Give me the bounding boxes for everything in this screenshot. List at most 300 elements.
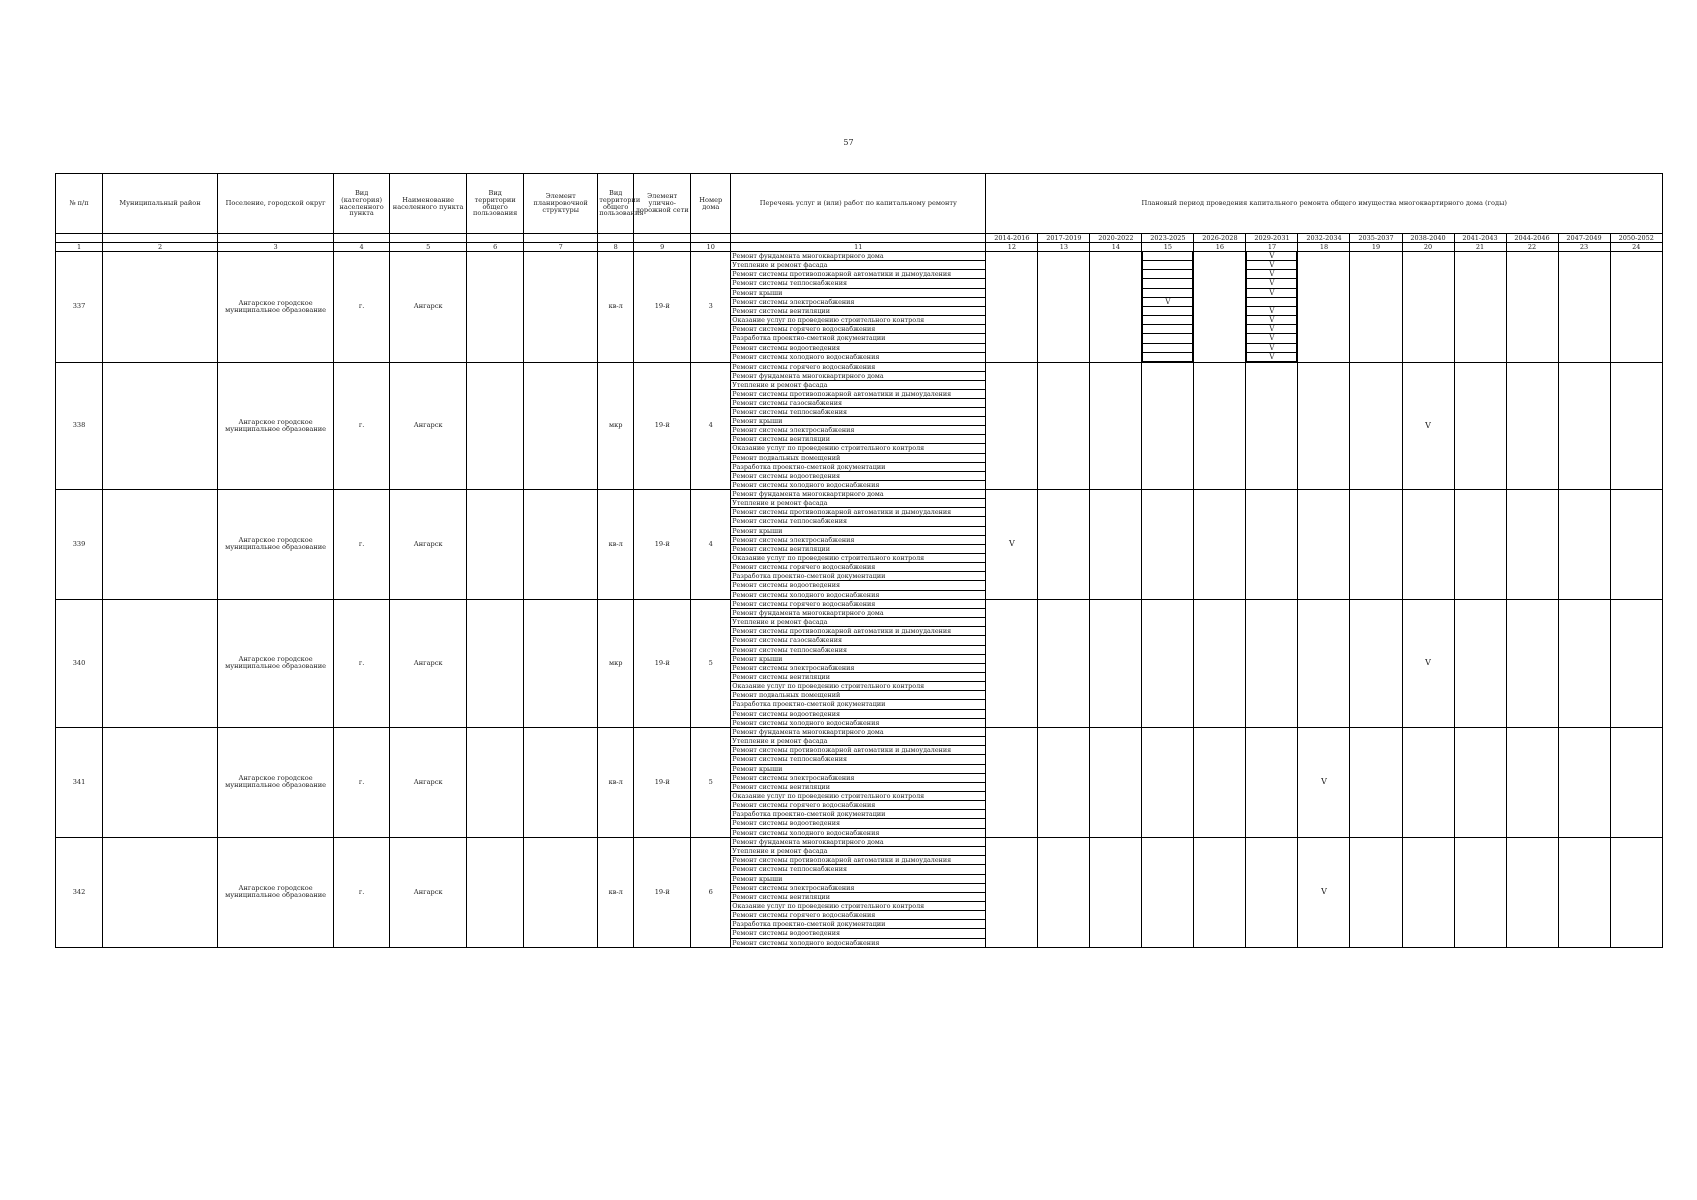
- column-number: 22: [1506, 243, 1558, 252]
- period-cell: [986, 727, 1038, 837]
- work-item: Ремонт системы горячего водоснабжения: [731, 911, 985, 920]
- column-number: 11: [731, 243, 986, 252]
- street-element-cell: 19-й: [634, 727, 691, 837]
- column-number: 12: [986, 243, 1038, 252]
- header-locality-type: Вид (категория) населенного пункта: [334, 174, 390, 234]
- row-number: 342: [56, 837, 103, 947]
- street-element-cell: 19-й: [634, 599, 691, 727]
- work-item: Ремонт системы водоотведения: [731, 344, 985, 353]
- period-mark: V: [1246, 353, 1297, 362]
- work-item: Разработка проектно-сметной документации: [731, 463, 985, 472]
- column-number: 6: [467, 243, 524, 252]
- work-item: Оказание услуг по проведению строительного контроля: [731, 682, 985, 691]
- period-cell: [1142, 727, 1194, 837]
- period-header: 2044-2046: [1506, 234, 1558, 243]
- period-cell: [1558, 837, 1610, 947]
- period-mark: V: [1246, 344, 1297, 353]
- work-item: Ремонт системы водоотведения: [731, 929, 985, 938]
- work-item: Ремонт подвальных помещений: [731, 691, 985, 700]
- period-cell: [1454, 837, 1506, 947]
- public-territory-type-cell: мкр: [598, 599, 634, 727]
- work-item: Ремонт системы вентиляции: [731, 893, 985, 902]
- table-row: [56, 599, 1663, 727]
- period-cell: [1402, 837, 1454, 947]
- period-mark: [1142, 344, 1193, 353]
- period-cell: [1610, 252, 1662, 363]
- work-item: Ремонт системы противопожарной автоматики и дымоудаления: [731, 627, 985, 636]
- header-public-territory-type: Вид территории общего пользования: [598, 174, 634, 234]
- period-mark: [1142, 353, 1193, 362]
- locality-type-cell: г.: [334, 727, 390, 837]
- period-cell: [1038, 599, 1090, 727]
- work-item: Ремонт фундамента многоквартирного дома: [731, 372, 985, 381]
- territory-type-cell: [467, 837, 524, 947]
- period-cell: [1610, 727, 1662, 837]
- period-cell: [1090, 489, 1142, 599]
- period-mark: V: [1298, 727, 1350, 837]
- period-mark: V: [1246, 289, 1297, 298]
- period-cell: [1142, 599, 1194, 727]
- district-cell: [103, 837, 218, 947]
- period-mark: V: [1246, 279, 1297, 288]
- header-house-number: Номер дома: [691, 174, 731, 234]
- period-mark: [1142, 252, 1193, 261]
- row-number: 337: [56, 252, 103, 363]
- period-cell: [1090, 599, 1142, 727]
- public-territory-type-cell: мкр: [598, 362, 634, 489]
- table-row: [56, 837, 1663, 947]
- street-element-cell: 19-й: [634, 252, 691, 363]
- column-number: 17: [1246, 243, 1298, 252]
- planning-element-cell: [524, 252, 598, 363]
- table-row: [56, 362, 1663, 489]
- column-number: 7: [524, 243, 598, 252]
- work-item: Ремонт системы теплоснабжения: [731, 755, 985, 764]
- period-cell: [1454, 599, 1506, 727]
- period-cell: [986, 252, 1038, 363]
- settlement-cell: Ангарское городское муниципальное образование: [218, 252, 334, 363]
- row-number: 338: [56, 362, 103, 489]
- work-item: Ремонт системы вентиляции: [731, 307, 985, 316]
- period-cell: [1194, 837, 1246, 947]
- period-cell: [1038, 252, 1090, 363]
- period-header: 2014-2016: [986, 234, 1038, 243]
- period-cell: [1246, 489, 1298, 599]
- settlement-cell: Ангарское городское муниципальное образование: [218, 727, 334, 837]
- work-item: Оказание услуг по проведению строительного контроля: [731, 792, 985, 801]
- locality-type-cell: г.: [334, 252, 390, 363]
- column-number: 8: [598, 243, 634, 252]
- period-cell: [1246, 837, 1298, 947]
- work-item: Ремонт системы противопожарной автоматики и дымоудаления: [731, 390, 985, 399]
- public-territory-type-cell: кв-л: [598, 837, 634, 947]
- header-works-list: Перечень услуг и (или) работ по капитальному ремонту: [731, 174, 986, 234]
- work-item: Ремонт системы электроснабжения: [731, 298, 985, 307]
- period-cell: [1454, 727, 1506, 837]
- period-mark: V: [1246, 307, 1297, 316]
- work-item: Ремонт системы вентиляции: [731, 783, 985, 792]
- work-item: Ремонт крыши: [731, 289, 985, 298]
- work-item: Ремонт системы теплоснабжения: [731, 646, 985, 655]
- planning-element-cell: [524, 489, 598, 599]
- house-number-cell: 4: [691, 489, 731, 599]
- period-mark: [1142, 289, 1193, 298]
- period-cell: [1506, 837, 1558, 947]
- period-cell: [1142, 489, 1194, 599]
- period-cell: [1506, 489, 1558, 599]
- period-mark: V: [1142, 298, 1193, 307]
- period-mark: V: [1246, 252, 1297, 261]
- period-cell: [1506, 599, 1558, 727]
- period-mark: [1142, 316, 1193, 325]
- work-item: Ремонт системы вентиляции: [731, 545, 985, 554]
- work-item: Ремонт системы теплоснабжения: [731, 408, 985, 417]
- column-number: 2: [103, 243, 218, 252]
- period-cell: [1194, 252, 1246, 363]
- period-cell: [1038, 489, 1090, 599]
- work-item: Ремонт фундамента многоквартирного дома: [731, 609, 985, 618]
- work-item: Ремонт системы холодного водоснабжения: [732, 828, 880, 837]
- period-cell: [1402, 727, 1454, 837]
- street-element-cell: 19-й: [634, 837, 691, 947]
- period-mark: [1142, 325, 1193, 334]
- period-cell: [1090, 252, 1142, 363]
- period-cell: [1038, 837, 1090, 947]
- work-item: Ремонт системы холодного водоснабжения: [732, 352, 880, 361]
- locality-type-cell: г.: [334, 837, 390, 947]
- period-cell: [1246, 252, 1298, 363]
- column-number: 5: [390, 243, 467, 252]
- period-cell: [1350, 599, 1402, 727]
- planning-element-cell: [524, 837, 598, 947]
- period-cell: [1558, 727, 1610, 837]
- territory-type-cell: [467, 727, 524, 837]
- period-header: 2032-2034: [1298, 234, 1350, 243]
- row-number: 340: [56, 599, 103, 727]
- work-item: Ремонт системы электроснабжения: [731, 884, 985, 893]
- header-num: № п/п: [56, 174, 103, 234]
- period-cell: [1558, 362, 1610, 489]
- house-number-cell: 3: [691, 252, 731, 363]
- work-item: Ремонт крыши: [731, 527, 985, 536]
- period-header: 2035-2037: [1350, 234, 1402, 243]
- period-cell: [1090, 362, 1142, 489]
- period-cell: [1194, 727, 1246, 837]
- work-item: Ремонт системы вентиляции: [731, 435, 985, 444]
- work-item: Ремонт системы холодного водоснабжения: [732, 938, 880, 947]
- work-item: Ремонт системы горячего водоснабжения: [731, 563, 985, 572]
- public-territory-type-cell: кв-л: [598, 252, 634, 363]
- work-item: Утепление и ремонт фасада: [731, 381, 985, 390]
- period-cell: [1610, 489, 1662, 599]
- period-mark: [1142, 307, 1193, 316]
- table-row: [56, 252, 1663, 363]
- work-item: Ремонт системы теплоснабжения: [731, 279, 985, 288]
- house-number-cell: 5: [691, 599, 731, 727]
- period-header: 2029-2031: [1246, 234, 1298, 243]
- territory-type-cell: [467, 599, 524, 727]
- work-item: Ремонт крыши: [731, 875, 985, 884]
- territory-type-cell: [467, 252, 524, 363]
- column-number: 1: [56, 243, 103, 252]
- period-cell: [1090, 727, 1142, 837]
- period-cell: [1454, 252, 1506, 363]
- work-item: Ремонт системы вентиляции: [731, 673, 985, 682]
- period-header: 2026-2028: [1194, 234, 1246, 243]
- period-cell: [1246, 599, 1298, 727]
- work-item: Ремонт крыши: [731, 765, 985, 774]
- column-number: 24: [1610, 243, 1662, 252]
- period-mark: V: [986, 489, 1038, 599]
- period-cell: [1350, 489, 1402, 599]
- period-cell: [1142, 837, 1194, 947]
- period-header: 2041-2043: [1454, 234, 1506, 243]
- district-cell: [103, 252, 218, 363]
- work-item: Разработка проектно-сметной документации: [731, 572, 985, 581]
- period-cell: [1610, 599, 1662, 727]
- period-mark: [1142, 334, 1193, 343]
- work-item: Ремонт системы электроснабжения: [731, 426, 985, 435]
- period-mark: V: [1246, 334, 1297, 343]
- column-number: 14: [1090, 243, 1142, 252]
- header-street-element: Элемент улично-дорожной сети: [634, 174, 691, 234]
- period-cell: [1454, 489, 1506, 599]
- house-number-cell: 6: [691, 837, 731, 947]
- period-cell: [1610, 362, 1662, 489]
- work-item: Ремонт крыши: [731, 655, 985, 664]
- period-mark: V: [1246, 261, 1297, 270]
- period-cell: [986, 837, 1038, 947]
- period-header: 2017-2019: [1038, 234, 1090, 243]
- period-cell: [1350, 362, 1402, 489]
- period-cell: [1298, 489, 1350, 599]
- period-mark: [1142, 279, 1193, 288]
- capital-repair-table: [55, 173, 1663, 948]
- work-item: Ремонт системы теплоснабжения: [731, 517, 985, 526]
- period-cell: [1558, 489, 1610, 599]
- work-item: Ремонт системы водоотведения: [731, 710, 985, 719]
- settlement-cell: Ангарское городское муниципальное образование: [218, 362, 334, 489]
- row-number: 341: [56, 727, 103, 837]
- period-mark: V: [1246, 325, 1297, 334]
- work-item: Ремонт фундамента многоквартирного дома: [731, 838, 985, 847]
- work-item: Ремонт системы горячего водоснабжения: [731, 363, 985, 372]
- header-territory-type: Вид территории общего пользования: [467, 174, 524, 234]
- work-item: Ремонт подвальных помещений: [731, 454, 985, 463]
- street-element-cell: 19-й: [634, 489, 691, 599]
- locality-name-cell: Ангарск: [390, 362, 467, 489]
- period-cell: [1038, 727, 1090, 837]
- district-cell: [103, 727, 218, 837]
- period-cell: [1454, 362, 1506, 489]
- page-number: 57: [843, 138, 854, 147]
- district-cell: [103, 599, 218, 727]
- locality-name-cell: Ангарск: [390, 252, 467, 363]
- planning-element-cell: [524, 727, 598, 837]
- period-mark: [1246, 298, 1297, 307]
- period-mark: V: [1402, 362, 1454, 489]
- work-item: Оказание услуг по проведению строительного контроля: [731, 316, 985, 325]
- public-territory-type-cell: кв-л: [598, 727, 634, 837]
- street-element-cell: 19-й: [634, 362, 691, 489]
- work-item: Утепление и ремонт фасада: [731, 618, 985, 627]
- period-cell: [1350, 727, 1402, 837]
- period-cell: [1142, 252, 1194, 363]
- header-planning-element: Элемент планировочной структуры: [524, 174, 598, 234]
- column-number: 15: [1142, 243, 1194, 252]
- settlement-cell: Ангарское городское муниципальное образование: [218, 489, 334, 599]
- work-item: Ремонт системы газоснабжения: [731, 399, 985, 408]
- work-item: Ремонт системы водоотведения: [731, 819, 985, 828]
- works-list-cell: [731, 362, 986, 489]
- period-mark: [1142, 261, 1193, 270]
- period-cell: [1038, 362, 1090, 489]
- work-item: Разработка проектно-сметной документации: [731, 700, 985, 709]
- header-district: Муниципальный район: [103, 174, 218, 234]
- work-item: Утепление и ремонт фасада: [731, 499, 985, 508]
- works-list-cell: [731, 837, 986, 947]
- period-cell: [1194, 599, 1246, 727]
- table-row: [56, 727, 1663, 837]
- locality-type-cell: г.: [334, 362, 390, 489]
- period-cell: [1350, 837, 1402, 947]
- work-item: Ремонт системы водоотведения: [731, 472, 985, 481]
- period-cell: [1558, 599, 1610, 727]
- column-number: 19: [1350, 243, 1402, 252]
- period-cell: [1558, 252, 1610, 363]
- column-number: 3: [218, 243, 334, 252]
- work-item: Ремонт системы противопожарной автоматики и дымоудаления: [731, 746, 985, 755]
- public-territory-type-cell: кв-л: [598, 489, 634, 599]
- period-mark: V: [1298, 837, 1350, 947]
- work-item: Ремонт системы горячего водоснабжения: [731, 325, 985, 334]
- work-item: Ремонт системы теплоснабжения: [731, 865, 985, 874]
- work-item: Оказание услуг по проведению строительного контроля: [731, 444, 985, 453]
- district-cell: [103, 489, 218, 599]
- work-item: Ремонт системы противопожарной автоматики и дымоудаления: [731, 270, 985, 279]
- periods-row: [56, 234, 1663, 243]
- work-item: Ремонт системы холодного водоснабжения: [732, 718, 880, 727]
- work-item: Утепление и ремонт фасада: [731, 261, 985, 270]
- period-cell: [1298, 599, 1350, 727]
- row-number: 339: [56, 489, 103, 599]
- header-locality-name: Наименование населенного пункта: [390, 174, 467, 234]
- header-planned-period: Плановый период проведения капитального ремонта общего имущества многоквартирного дома (годы): [986, 174, 1663, 234]
- period-cell: [1246, 727, 1298, 837]
- work-item: Ремонт системы противопожарной автоматики и дымоудаления: [731, 856, 985, 865]
- period-cell: [1194, 489, 1246, 599]
- territory-type-cell: [467, 362, 524, 489]
- period-cell: [1298, 362, 1350, 489]
- settlement-cell: Ангарское городское муниципальное образование: [218, 599, 334, 727]
- header-settlement: Поселение, городской округ: [218, 174, 334, 234]
- period-cell: [1506, 727, 1558, 837]
- header-row: [56, 174, 1663, 234]
- work-item: Разработка проектно-сметной документации: [731, 920, 985, 929]
- locality-name-cell: Ангарск: [390, 489, 467, 599]
- period-cell: [1506, 252, 1558, 363]
- period-header: 2023-2025: [1142, 234, 1194, 243]
- planning-element-cell: [524, 362, 598, 489]
- work-item: Ремонт системы холодного водоснабжения: [732, 590, 880, 599]
- works-list-cell: [731, 727, 986, 837]
- works-list-cell: [731, 599, 986, 727]
- work-item: Ремонт системы противопожарной автоматики и дымоудаления: [731, 508, 985, 517]
- work-item: Оказание услуг по проведению строительного контроля: [731, 902, 985, 911]
- work-item: Ремонт системы водоотведения: [731, 581, 985, 590]
- works-list-cell: [731, 252, 986, 363]
- work-item: Утепление и ремонт фасада: [731, 847, 985, 856]
- column-number: 16: [1194, 243, 1246, 252]
- column-numbers-row: [56, 243, 1663, 252]
- period-cell: [1402, 489, 1454, 599]
- locality-name-cell: Ангарск: [390, 599, 467, 727]
- locality-type-cell: г.: [334, 599, 390, 727]
- work-item: Ремонт системы холодного водоснабжения: [732, 480, 880, 489]
- work-item: Утепление и ремонт фасада: [731, 737, 985, 746]
- period-mark: V: [1246, 316, 1297, 325]
- period-cell: [1298, 252, 1350, 363]
- period-header: 2020-2022: [1090, 234, 1142, 243]
- work-item: Ремонт системы электроснабжения: [731, 664, 985, 673]
- period-cell: [1610, 837, 1662, 947]
- table-row: [56, 489, 1663, 599]
- territory-type-cell: [467, 489, 524, 599]
- locality-type-cell: г.: [334, 489, 390, 599]
- work-item: Разработка проектно-сметной документации: [731, 334, 985, 343]
- work-item: Ремонт системы электроснабжения: [731, 774, 985, 783]
- house-number-cell: 4: [691, 362, 731, 489]
- period-header: 2038-2040: [1402, 234, 1454, 243]
- column-number: 13: [1038, 243, 1090, 252]
- column-number: 20: [1402, 243, 1454, 252]
- period-cell: [1142, 362, 1194, 489]
- locality-name-cell: Ангарск: [390, 837, 467, 947]
- settlement-cell: Ангарское городское муниципальное образование: [218, 837, 334, 947]
- work-item: Разработка проектно-сметной документации: [731, 810, 985, 819]
- column-number: 23: [1558, 243, 1610, 252]
- planning-element-cell: [524, 599, 598, 727]
- district-cell: [103, 362, 218, 489]
- column-number: 18: [1298, 243, 1350, 252]
- period-cell: [1402, 252, 1454, 363]
- column-number: 10: [691, 243, 731, 252]
- period-cell: [1246, 362, 1298, 489]
- work-item: Оказание услуг по проведению строительного контроля: [731, 554, 985, 563]
- period-cell: [1350, 252, 1402, 363]
- locality-name-cell: Ангарск: [390, 727, 467, 837]
- works-list-cell: [731, 489, 986, 599]
- column-number: 9: [634, 243, 691, 252]
- period-cell: [1090, 837, 1142, 947]
- period-cell: [986, 362, 1038, 489]
- work-item: Ремонт крыши: [731, 417, 985, 426]
- period-header: 2047-2049: [1558, 234, 1610, 243]
- period-mark: [1142, 270, 1193, 279]
- period-cell: [986, 599, 1038, 727]
- work-item: Ремонт системы горячего водоснабжения: [731, 801, 985, 810]
- period-header: 2050-2052: [1610, 234, 1662, 243]
- column-number: 4: [334, 243, 390, 252]
- work-item: Ремонт системы горячего водоснабжения: [731, 600, 985, 609]
- period-cell: [1194, 362, 1246, 489]
- work-item: Ремонт фундамента многоквартирного дома: [731, 490, 985, 499]
- house-number-cell: 5: [691, 727, 731, 837]
- work-item: Ремонт системы электроснабжения: [731, 536, 985, 545]
- period-cell: [1506, 362, 1558, 489]
- work-item: Ремонт фундамента многоквартирного дома: [731, 728, 985, 737]
- column-number: 21: [1454, 243, 1506, 252]
